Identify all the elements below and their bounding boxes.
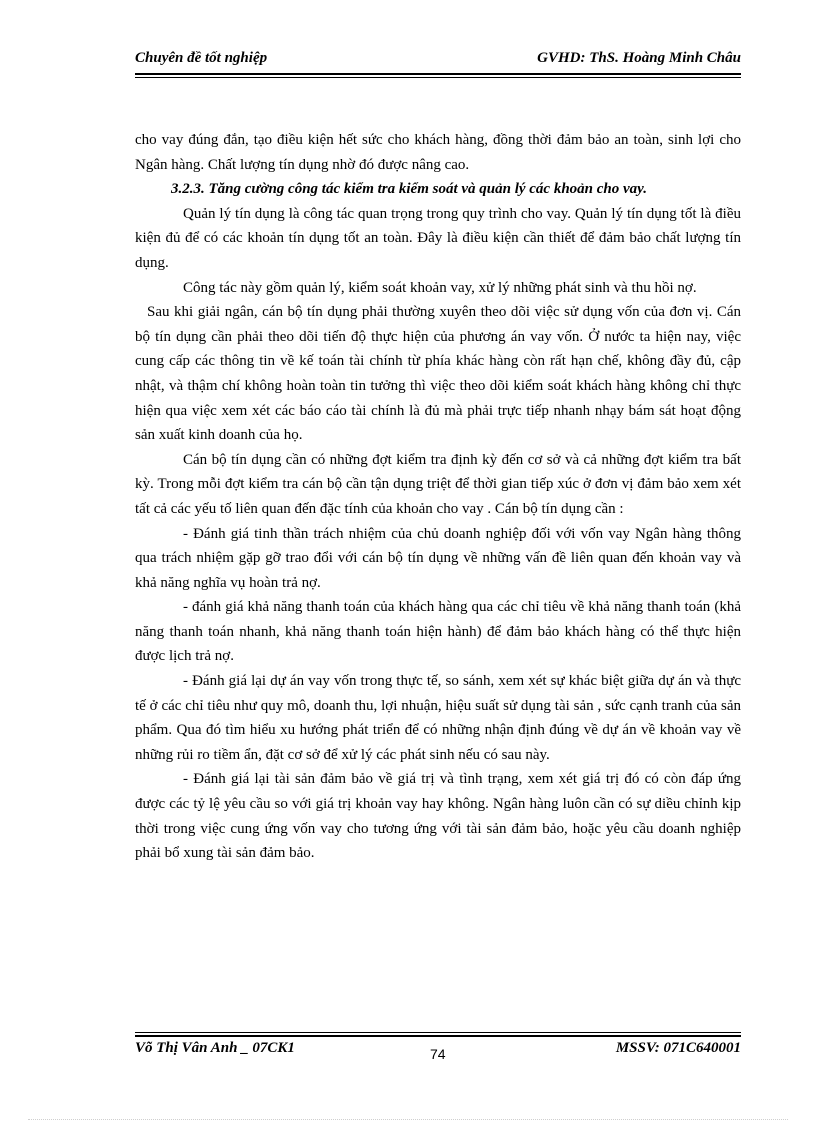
page-edge-divider [28, 1119, 788, 1120]
page-header [135, 46, 741, 72]
bullet-paragraph: - Đánh giá lại dự án vay vốn trong thực tế, so sánh, xem xét sự khác biệt giữa dự án và thực tế ở các chỉ tiêu như quy mô, doanh thu, lợi nhuận, hiệu suất sử dụng tài sản , sức cạnh tranh của sản phẩm. Qua đó tìm hiểu xu hướng phát triển để có những nhận định đúng về dự án về khoản vay về những rủi ro tiềm ẩn, đặt cơ sở để xử lý các phát sinh nếu có sau này. [135, 673, 741, 763]
document-body [135, 128, 741, 866]
page-number: 74 [430, 1046, 446, 1062]
page-footer [135, 1038, 741, 1068]
footer-student-id: MSSV: 071C640001 [615, 1040, 741, 1056]
bullet-paragraph: - Đánh giá tinh thần trách nhiệm của chủ doanh nghiệp đối với vốn vay Ngân hàng thông qua trách nhiệm gặp gỡ trao đổi với cán bộ tín dụng về những vấn đề liên quan đến khoản vay và khả năng nghĩa vụ hoàn trả nợ. [135, 525, 741, 591]
paragraph: Cán bộ tín dụng cần có những đợt kiểm tra định kỳ đến cơ sở và cả những đợt kiểm tra bất kỳ. Trong mỗi đợt kiểm tra cán bộ cần tận dụng triệt để thời gian tiếp xúc ở đơn vị đảm bảo xem xét tất cả các yếu tố liên quan đến đặc tính của khoản cho vay . Cán bộ tín dụng cần : [135, 451, 741, 517]
paragraph-continuation: cho vay đúng đắn, tạo điều kiện hết sức cho khách hàng, đồng thời đảm bảo an toàn, sinh lợi cho Ngân hàng. Chất lượng tín dụng nhờ đó được nâng cao. [135, 132, 741, 173]
paragraph: Công tác này gồm quản lý, kiểm soát khoản vay, xử lý những phát sinh và thu hồi nợ. [183, 279, 697, 296]
header-rule-thin [135, 77, 741, 78]
paragraph: Quản lý tín dụng là công tác quan trọng trong quy trình cho vay. Quản lý tín dụng tốt là điều kiện đủ để có các khoản tín dụng tốt an toàn. Đây là điều kiện cần thiết để đảm bảo chất lượng tín dụng. [135, 205, 741, 271]
paragraph: Sau khi giải ngân, cán bộ tín dụng phải thường xuyên theo dõi việc sử dụng vốn của đơn vị. Cán bộ tín dụng cần phải theo dõi tiến độ thực hiện của phương án vay vốn. Ở nước ta hiện nay, việc cung cấp các thông tin về kế toán tài chính từ phía khác hàng còn rất hạn chế, không đầy đủ, cập nhật, và thậm chí không hoàn toàn tin tưởng thì việc theo dõi kiểm soát khách hàng không chỉ thực hiện qua việc xem xét các báo cáo tài chính là đủ mà phải trực tiếp nhanh nhạy bám sát hoạt động sản xuất kinh doanh của họ. [135, 304, 741, 444]
footer-rule-thin [135, 1032, 741, 1033]
bullet-paragraph: - đánh giá khả năng thanh toán của khách hàng qua các chỉ tiêu về khả năng thanh toán (khả năng thanh toán nhanh, khả năng thanh toán hiện hành) để đảm bảo khách hàng có thể thực hiện được lịch trả nợ. [135, 599, 741, 665]
footer-author: Võ Thị Vân Anh _ 07CK1 [135, 1040, 295, 1056]
bullet-paragraph: - Đánh giá lại tài sản đảm bảo về giá trị và tình trạng, xem xét giá trị đó có còn đáp ứng được các tỷ lệ yêu cầu so với giá trị khoản vay hay không. Ngân hàng luôn cần có sự diều chỉnh kịp thời trong việc cung ứng vốn vay cho tương ứng với tài sản đảm bảo, hoặc yêu cầu doanh nghiệp phải bổ xung tài sản đảm bảo. [135, 771, 741, 862]
header-title: Chuyên đề tốt nghiệp [135, 50, 268, 66]
footer-rule-thick [135, 1035, 741, 1037]
section-heading: 3.2.3. Tăng cường công tác kiểm tra kiểm soát và quản lý các khoản cho vay. [171, 181, 648, 198]
header-advisor: GVHD: ThS. Hoàng Minh Châu [537, 50, 741, 66]
header-rule-thick [135, 73, 741, 75]
